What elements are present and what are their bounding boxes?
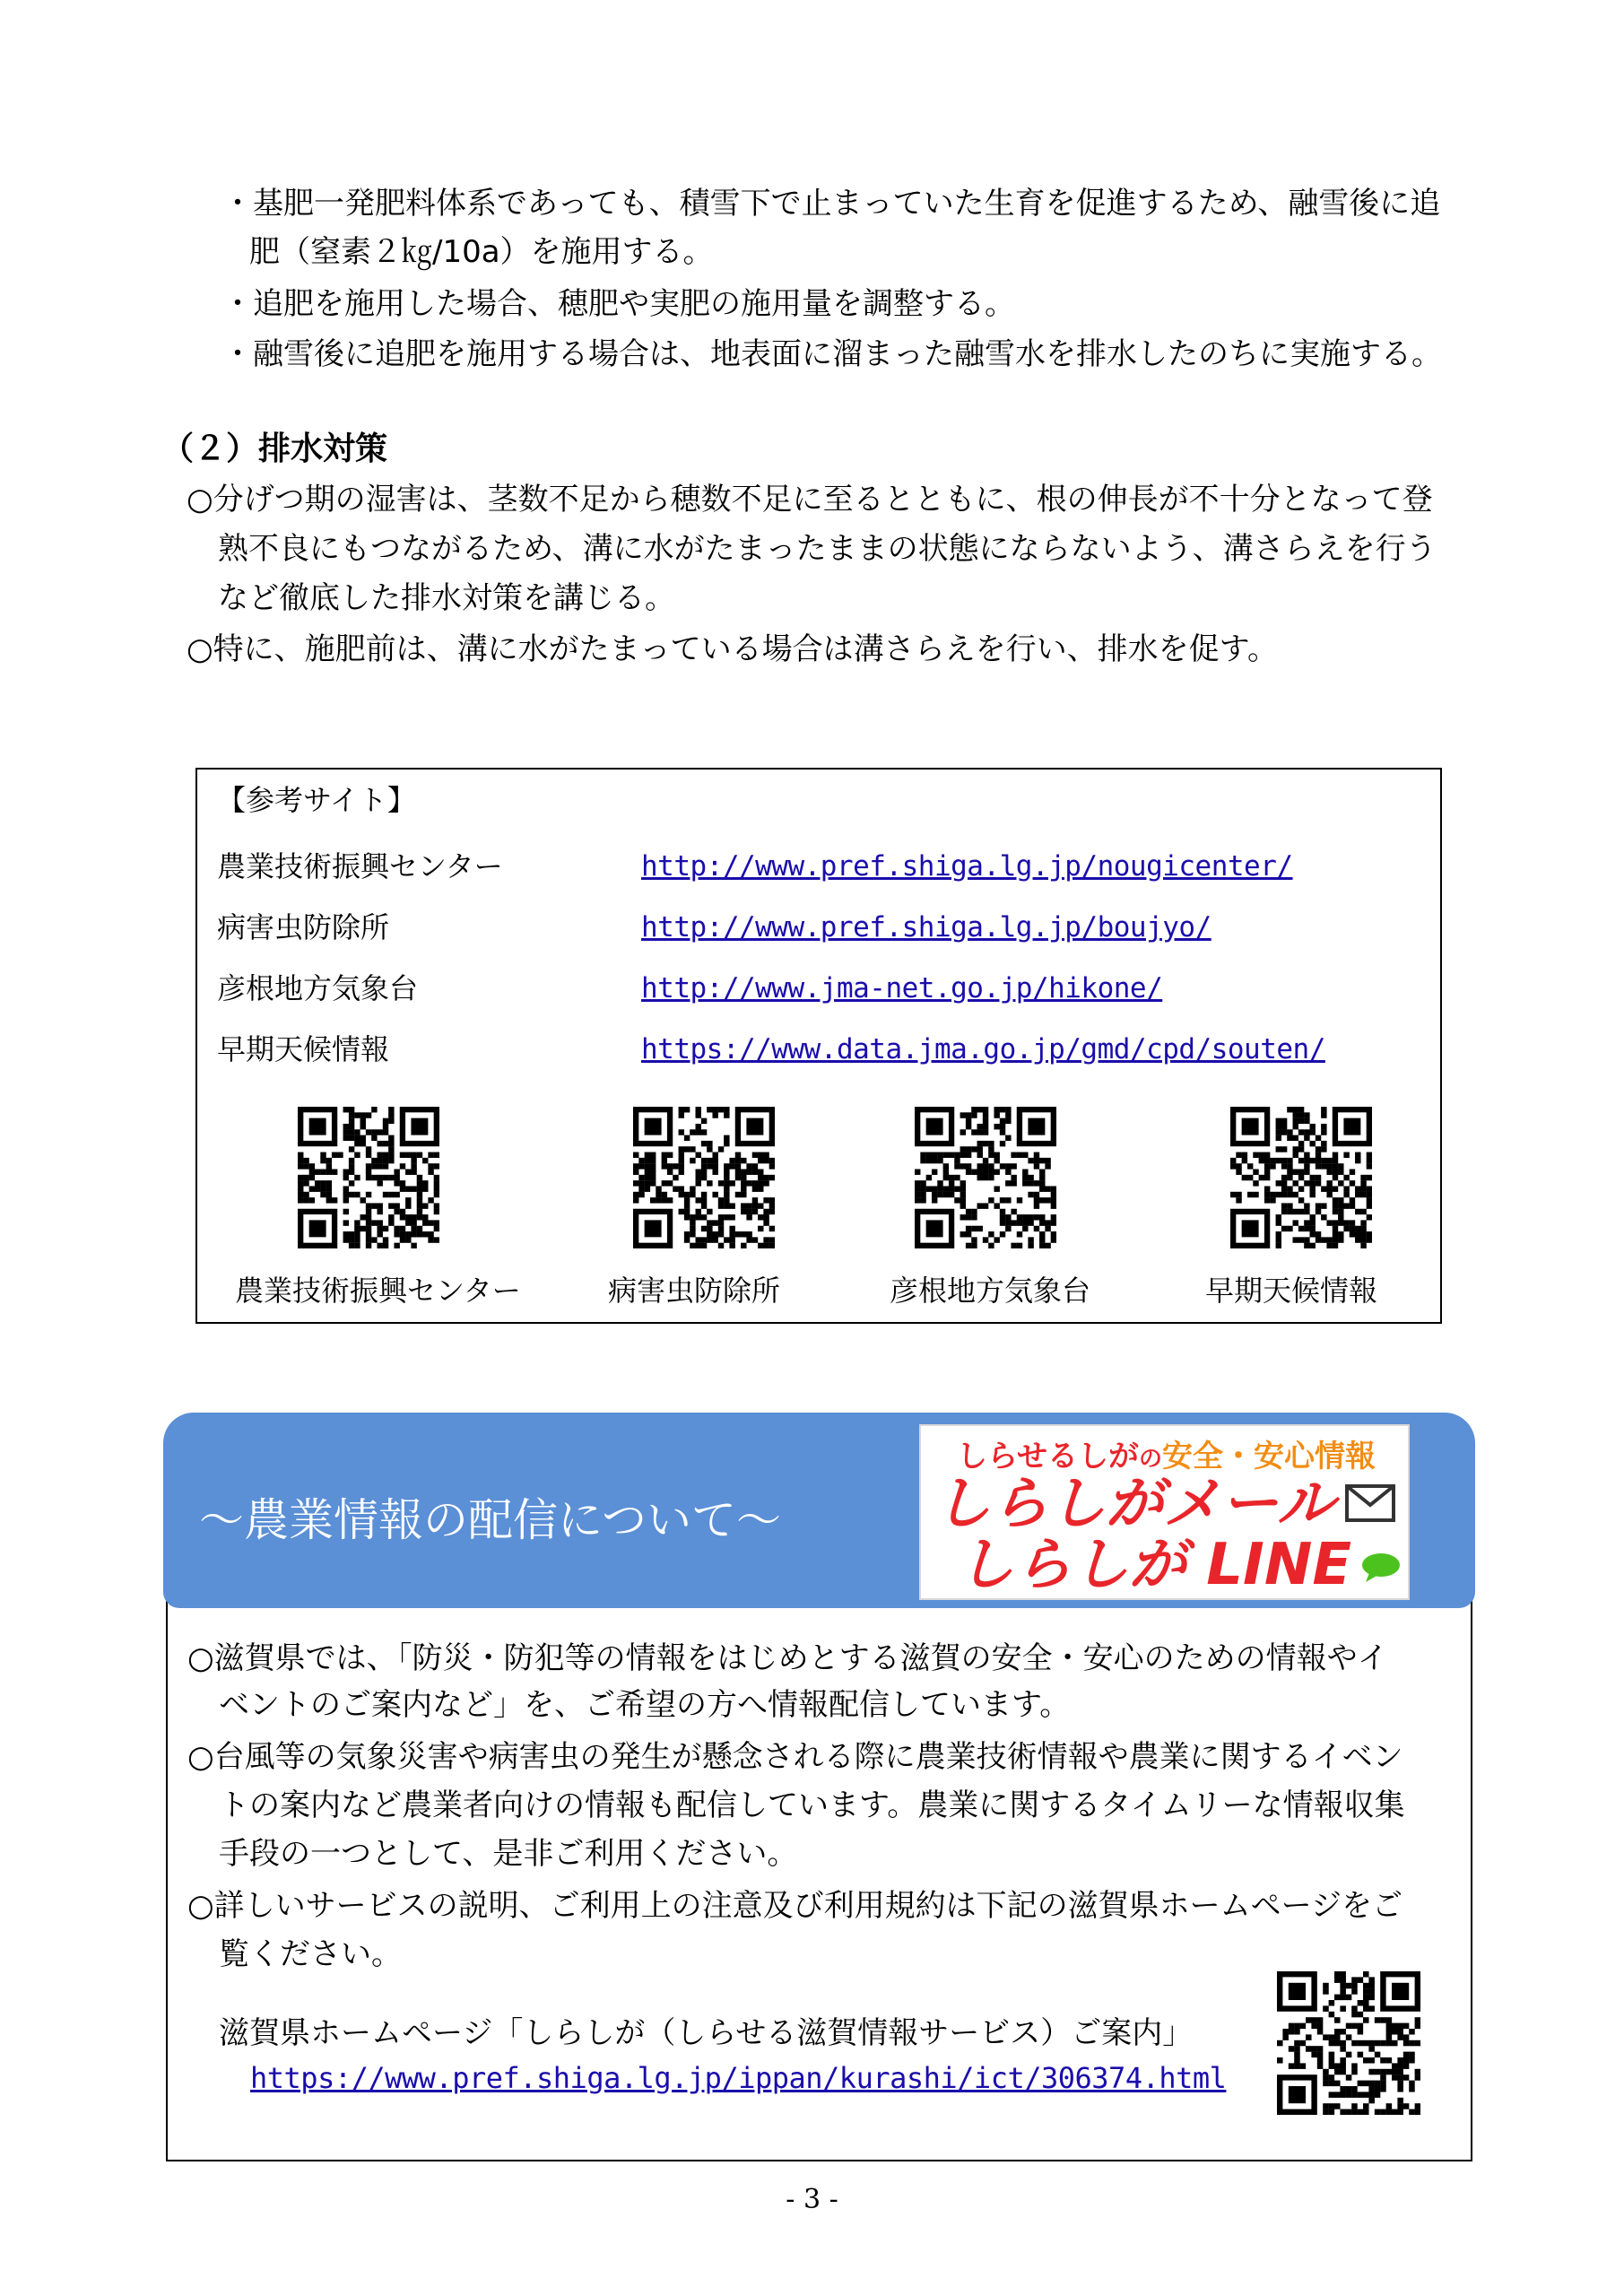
- reference-site-name: 彦根地方気象台: [217, 971, 419, 1005]
- qr-code-icon[interactable]: [1277, 1971, 1420, 2115]
- bullet-line-3: ・追肥を施用した場合、穂肥や実肥の施用量を調整する。: [222, 286, 1015, 322]
- qr-label: 早期天候情報: [1205, 1274, 1378, 1308]
- reference-site-link[interactable]: http://www.jma-net.go.jp/hikone/: [641, 972, 1163, 1004]
- reference-title: 【参考サイト】: [217, 783, 416, 817]
- logo-tagline: [957, 1431, 1376, 1475]
- info-line: ベントのご案内など」を、ご希望の方へ情報配信しています。: [219, 1687, 1071, 1723]
- logo-tagline-c: 安全・安心情報: [1162, 1439, 1376, 1474]
- qr-label: 農業技術振興センター: [235, 1274, 521, 1308]
- qr-label: 彦根地方気象台: [890, 1274, 1091, 1308]
- bullet-line-4: ・融雪後に追肥を施用する場合は、地表面に溜まった融雪水を排水したのちに実施する。: [222, 336, 1442, 372]
- section-line-2: 熟不良にもつながるため、溝に水がたまったままの状態にならないよう、溝さらえを行う: [218, 531, 1437, 567]
- reference-site-name: 病害虫防除所: [217, 910, 390, 944]
- section-line-3: など徹底した排水対策を講じる。: [218, 580, 675, 616]
- logo-tagline-b: の: [1138, 1446, 1162, 1473]
- shirashiga-logo[interactable]: [919, 1424, 1410, 1600]
- banner-title: ～農業情報の配信について～: [199, 1494, 781, 1546]
- info-box: [166, 1578, 1472, 2161]
- mail-icon: [1344, 1483, 1396, 1523]
- qr-code-icon[interactable]: [1230, 1107, 1372, 1248]
- homepage-link[interactable]: https://www.pref.shiga.lg.jp/ippan/kurashi/ict/306374.html: [250, 2061, 1227, 2095]
- info-line: トの案内など農業者向けの情報も配信しています。農業に関するタイムリーな情報収集: [219, 1787, 1405, 1823]
- chat-bubble-icon: [1360, 1552, 1402, 1584]
- reference-site-name: 早期天候情報: [217, 1032, 390, 1066]
- logo-line-text: しらしが LINE: [957, 1532, 1352, 1598]
- logo-tagline-a: しらせるしが: [957, 1439, 1139, 1474]
- bullet-line-1: ・基肥一発肥料体系であっても、積雪下で止まっていた生育を促進するため、融雪後に追: [222, 186, 1441, 222]
- info-line: 覧ください。: [219, 1936, 402, 1972]
- bullet-line-2: 肥（窒素２㎏/10a）を施用する。: [249, 234, 714, 270]
- section-line-1: ○分げつ期の湿害は、茎数不足から穂数不足に至るとともに、根の伸長が不十分となって登: [187, 482, 1433, 517]
- qr-code-icon[interactable]: [633, 1107, 775, 1248]
- info-line: 手段の一つとして、是非ご利用ください。: [219, 1836, 798, 1872]
- reference-sites-box: [195, 768, 1442, 1324]
- page-number: - 3 -: [786, 2184, 838, 2215]
- section-line-4: ○特に、施肥前は、溝に水がたまっている場合は溝さらえを行い、排水を促す。: [187, 631, 1278, 667]
- reference-site-name: 農業技術振興センター: [217, 849, 503, 883]
- delivery-banner: [163, 1413, 1475, 1608]
- logo-mail-text: しらしがメール: [934, 1471, 1334, 1537]
- info-line: ○滋賀県では、「防災・防犯等の情報をはじめとする滋賀の安全・安心のための情報やイ: [187, 1640, 1388, 1676]
- reference-site-link[interactable]: http://www.pref.shiga.lg.jp/boujyo/: [641, 911, 1211, 944]
- qr-label: 病害虫防除所: [608, 1274, 781, 1308]
- info-line: ○台風等の気象災害や病害虫の発生が懸念される際に農業技術情報や農業に関するイベン: [187, 1739, 1403, 1775]
- qr-code-icon[interactable]: [915, 1107, 1056, 1248]
- reference-site-link[interactable]: http://www.pref.shiga.lg.jp/nougicenter/: [641, 850, 1293, 883]
- info-line: ○詳しいサービスの説明、ご利用上の注意及び利用規約は下記の滋賀県ホームページをご: [187, 1888, 1403, 1924]
- section-heading-drainage: （２）排水対策: [161, 430, 388, 467]
- qr-code-icon[interactable]: [298, 1107, 439, 1248]
- reference-site-link[interactable]: https://www.data.jma.go.jp/gmd/cpd/souten/: [641, 1033, 1325, 1065]
- logo-mail-line: [934, 1473, 1334, 1535]
- logo-line-line: [957, 1534, 1351, 1596]
- homepage-label: 滋賀県ホームページ「しらしが（しらせる滋賀情報サービス）ご案内」: [219, 2015, 1194, 2051]
